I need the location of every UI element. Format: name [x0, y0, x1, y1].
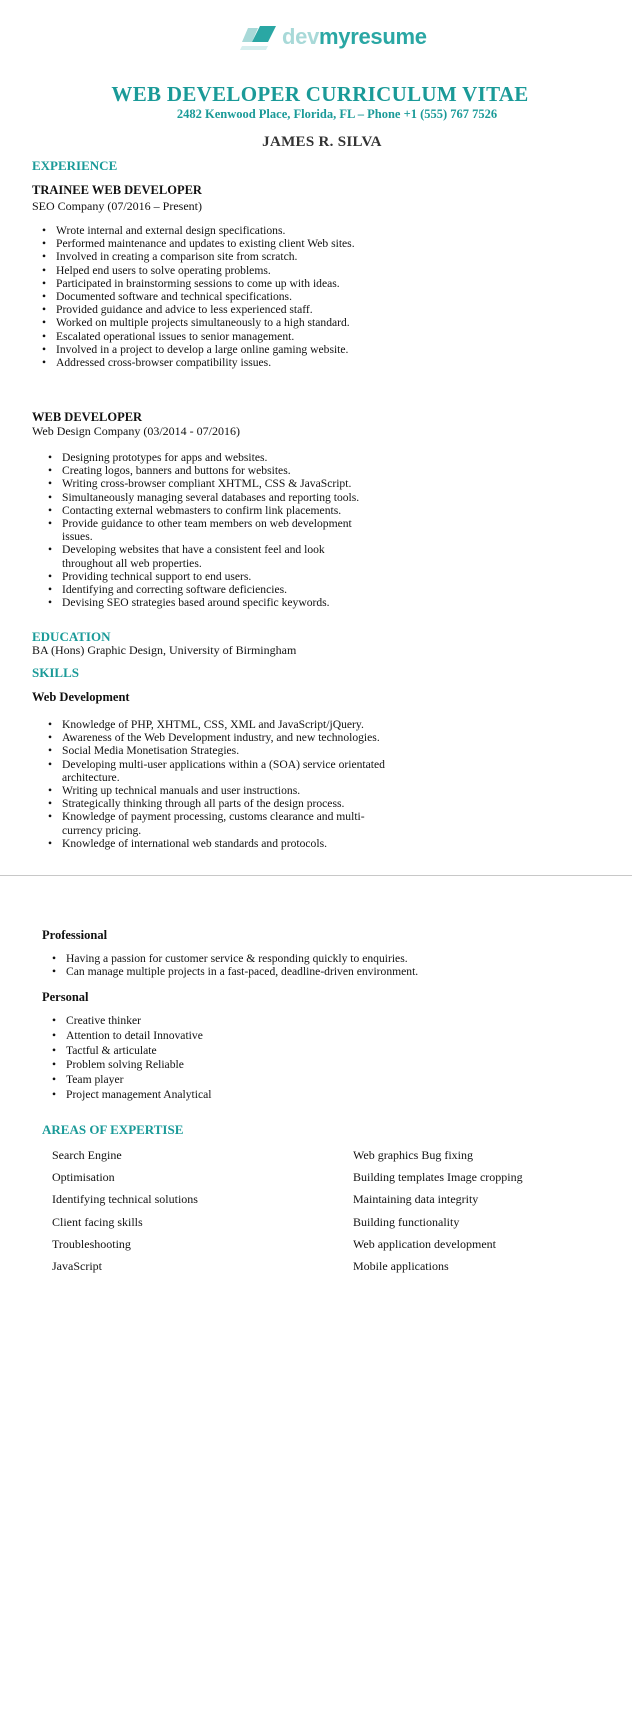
document-title: WEB DEVELOPER CURRICULUM VITAE: [111, 82, 529, 106]
list-item: • Strategically thinking through all parts of the design process.: [48, 797, 388, 810]
expertise-item: Building templates Image cropping: [353, 1170, 523, 1184]
list-item: • Writing cross-browser compliant XHTML, CSS & JavaScript.: [48, 477, 368, 490]
list-item: • Devising SEO strategies based around specific keywords.: [48, 596, 368, 609]
job-company: SEO Company (07/2016 – Present): [32, 199, 202, 213]
expertise-item: Maintaining data integrity: [353, 1192, 479, 1206]
list-item: • Contacting external webmasters to confirm link placements.: [48, 504, 368, 517]
expertise-item: Building functionality: [353, 1215, 460, 1229]
list-item: • Creative thinker: [52, 1014, 352, 1029]
professional-heading: Professional: [42, 928, 108, 942]
list-item: • Developing multi-user applications within a (SOA) service orientated architecture.: [48, 758, 388, 784]
resume-logo-icon: [238, 24, 278, 50]
list-item: • Creating logos, banners and buttons for websites.: [48, 464, 368, 477]
expertise-item: Web application development: [353, 1237, 496, 1251]
list-item: • Social Media Monetisation Strategies.: [48, 744, 388, 757]
list-item: • Involved in creating a comparison site from scratch.: [42, 250, 442, 263]
expertise-item: Identifying technical solutions: [52, 1192, 198, 1206]
site-logo[interactable]: [238, 22, 427, 52]
list-item: • Provide guidance to other team members on web development issues.: [48, 517, 368, 543]
expertise-item: Web graphics Bug fixing: [353, 1148, 474, 1162]
personal-skills-list: [52, 1014, 352, 1103]
list-item: • Developing websites that have a consistent feel and look throughout all web properties.: [48, 543, 368, 569]
web-development-skills-list: [48, 718, 388, 850]
list-item: • Documented software and technical specifications.: [42, 290, 442, 303]
list-item: • Identifying and correcting software deficiencies.: [48, 583, 368, 596]
job-company: Web Design Company (03/2014 - 07/2016): [32, 424, 241, 438]
education-text: BA (Hons) Graphic Design, University of Birmingham: [32, 643, 297, 657]
list-item: • Awareness of the Web Development industry, and new technologies.: [48, 731, 388, 744]
job-title: WEB DEVELOPER: [32, 410, 143, 424]
list-item: • Performed maintenance and updates to existing client Web sites.: [42, 237, 442, 250]
job-title: TRAINEE WEB DEVELOPER: [32, 183, 202, 197]
list-item: • Provided guidance and advice to less experienced staff.: [42, 303, 442, 316]
logo-text-dev: dev: [282, 24, 320, 49]
job-duties-list: [42, 224, 442, 369]
expertise-item: Optimisation: [52, 1170, 115, 1184]
list-item: • Participated in brainstorming sessions to come up with ideas.: [42, 277, 442, 290]
expertise-item: JavaScript: [52, 1259, 102, 1273]
list-item: • Escalated operational issues to senior management.: [42, 330, 442, 343]
candidate-name: JAMES R. SILVA: [262, 134, 382, 150]
list-item: • Knowledge of PHP, XHTML, CSS, XML and JavaScript/jQuery.: [48, 718, 388, 731]
list-item: • Helped end users to solve operating problems.: [42, 264, 442, 277]
list-item: • Simultaneously managing several databases and reporting tools.: [48, 491, 368, 504]
professional-skills-list: [52, 952, 502, 978]
list-item: • Addressed cross-browser compatibility issues.: [42, 356, 442, 369]
expertise-item: Client facing skills: [52, 1215, 143, 1229]
web-development-heading: Web Development: [32, 690, 130, 704]
list-item: • Tactful & articulate: [52, 1044, 352, 1059]
list-item: • Worked on multiple projects simultaneously to a high standard.: [42, 316, 442, 329]
list-item: • Writing up technical manuals and user instructions.: [48, 784, 388, 797]
list-item: • Team player: [52, 1073, 352, 1088]
list-item: • Problem solving Reliable: [52, 1058, 352, 1073]
list-item: • Knowledge of international web standards and protocols.: [48, 837, 388, 850]
list-item: • Knowledge of payment processing, customs clearance and multi-currency pricing.: [48, 810, 388, 836]
list-item: • Providing technical support to end users.: [48, 570, 368, 583]
areas-of-expertise-heading: AREAS OF EXPERTISE: [42, 1122, 184, 1137]
list-item: • Can manage multiple projects in a fast-paced, deadline-driven environment.: [52, 965, 502, 978]
job-duties-list: [48, 451, 368, 609]
skills-heading: SKILLS: [32, 665, 79, 680]
list-item: • Involved in a project to develop a large online gaming website.: [42, 343, 442, 356]
list-item: • Designing prototypes for apps and websites.: [48, 451, 368, 464]
expertise-item: Troubleshooting: [52, 1237, 131, 1251]
education-heading: EDUCATION: [32, 629, 111, 644]
page-divider: [0, 875, 632, 876]
list-item: • Project management Analytical: [52, 1088, 352, 1103]
personal-heading: Personal: [42, 990, 89, 1004]
expertise-item: Search Engine: [52, 1148, 122, 1162]
contact-address: 2482 Kenwood Place, Florida, FL – Phone +1 (555) 767 7526: [176, 107, 498, 121]
expertise-item: Mobile applications: [353, 1259, 449, 1273]
list-item: • Attention to detail Innovative: [52, 1029, 352, 1044]
logo-text-rest: myresume: [319, 24, 427, 49]
list-item: • Having a passion for customer service & responding quickly to enquiries.: [52, 952, 502, 965]
experience-heading: EXPERIENCE: [32, 158, 118, 173]
list-item: • Wrote internal and external design specifications.: [42, 224, 442, 237]
